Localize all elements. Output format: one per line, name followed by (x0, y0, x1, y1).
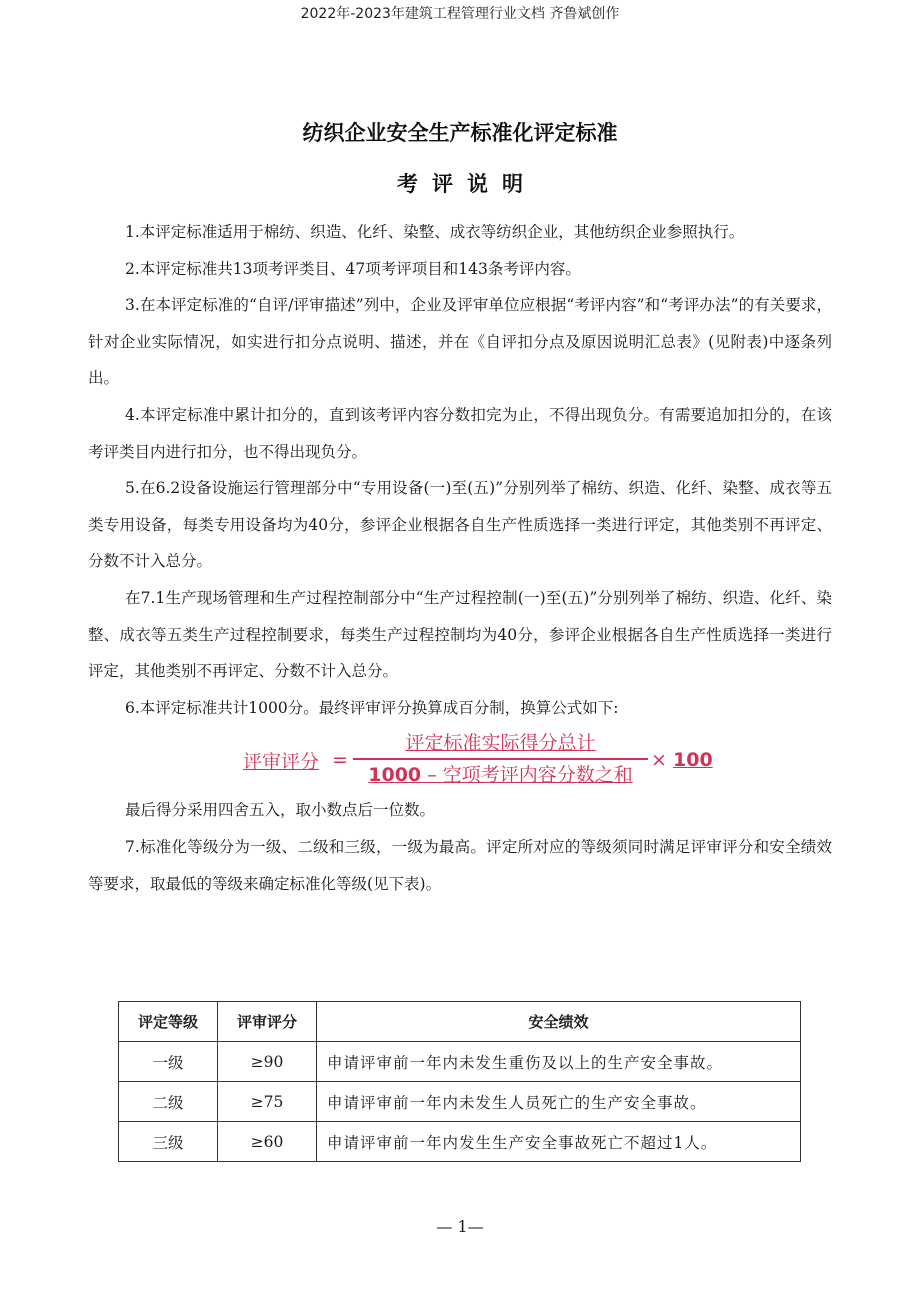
score-cell: ≥60 (218, 1122, 317, 1162)
formula-equals: = (332, 749, 348, 772)
paragraph-4: 4.本评定标准中累计扣分的，直到该考评内容分数扣完为止，不得出现负分。有需要追加扣分的，在该考评类目内进行扣分，也不得出现负分。 (88, 405, 832, 461)
body-text (88, 214, 832, 902)
header-score: 评审评分 (218, 1002, 317, 1042)
paragraph-2: 2.本评定标准共13项考评类目、47项考评项目和143条考评内容。 (125, 259, 581, 278)
paragraph-5: 5.在6.2设备设施运行管理部分中“专用设备(一)至(五)”分别列举了棉纺、织造、化纤、染整、成衣等五类专用设备，每类专用设备均为40分，参评企业根据各自生产性质选择一类进行评定，其他类别不再评定、分数不计入总分。 (88, 479, 832, 571)
formula-lhs: 评审评分 (243, 751, 320, 774)
denominator-number: 1000 (368, 764, 422, 787)
table-header-row (119, 1002, 801, 1042)
denominator-minus: – (427, 764, 437, 787)
header-performance: 安全绩效 (317, 1002, 801, 1042)
score-cell: ≥75 (218, 1082, 317, 1122)
table-row (119, 1042, 801, 1082)
formula-times: × (651, 749, 667, 772)
grade-cell: 一级 (119, 1042, 218, 1082)
section-subtitle: 考评说明 (397, 172, 537, 196)
page-number: — 1— (436, 1217, 484, 1236)
document-title: 纺织企业安全生产标准化评定标准 (302, 121, 618, 145)
denominator-text: 空项考评内容分数之和 (442, 764, 633, 787)
paragraph-7: 7.标准化等级分为一级、二级和三级，一级为最高。评定所对应的等级须同时满足评审评分和安全绩效等要求，取最低的等级来确定标准化等级(见下表)。 (88, 837, 832, 893)
formula-denominator (353, 762, 648, 788)
formula-numerator: 评定标准实际得分总计 (405, 732, 596, 755)
header-grade: 评定等级 (119, 1002, 218, 1042)
paragraph-rounding: 最后得分采用四舍五入，取小数点后一位数。 (125, 801, 436, 820)
grade-cell: 三级 (119, 1122, 218, 1162)
table-row (119, 1082, 801, 1122)
performance-cell: 申请评审前一年内发生生产安全事故死亡不超过1人。 (317, 1122, 801, 1162)
paragraph-1: 1.本评定标准适用于棉纺、织造、化纤、染整、成衣等纺织企业，其他纺织企业参照执行。 (125, 223, 745, 241)
paragraph-6: 6.本评定标准共计1000分。最终评审评分换算成百分制，换算公式如下: (125, 698, 619, 717)
score-cell: ≥90 (218, 1042, 317, 1082)
grade-table (118, 1001, 801, 1162)
performance-cell: 申请评审前一年内未发生人员死亡的生产安全事故。 (317, 1082, 801, 1122)
table-row (119, 1122, 801, 1162)
performance-cell: 申请评审前一年内未发生重伤及以上的生产安全事故。 (317, 1042, 801, 1082)
paragraph-3: 3.在本评定标准的“自评/评审描述”列中，企业及评审单位应根据“考评内容”和“考评办法”的有关要求，针对企业实际情况，如实进行扣分点说明、描述，并在《自评扣分点及原因说明汇总表》(见附表)中逐条列出。 (88, 296, 832, 388)
grade-cell: 二级 (119, 1082, 218, 1122)
page-header: 2022年-2023年建筑工程管理行业文档 齐鲁斌创作 (300, 6, 620, 22)
paragraph-5-continued: 在7.1生产现场管理和生产过程控制部分中“生产过程控制(一)至(五)”分别列举了棉纺、织造、化纤、染整、成衣等五类生产过程控制要求，每类生产过程控制均为40分，参评企业根据各自生产性质选择一类进行评定，其他类别不再评定、分数不计入总分。 (88, 588, 832, 681)
formula-fraction (353, 730, 648, 788)
fraction-bar (353, 758, 648, 760)
score-formula (88, 730, 832, 786)
formula-multiplier: 100 (673, 749, 713, 772)
